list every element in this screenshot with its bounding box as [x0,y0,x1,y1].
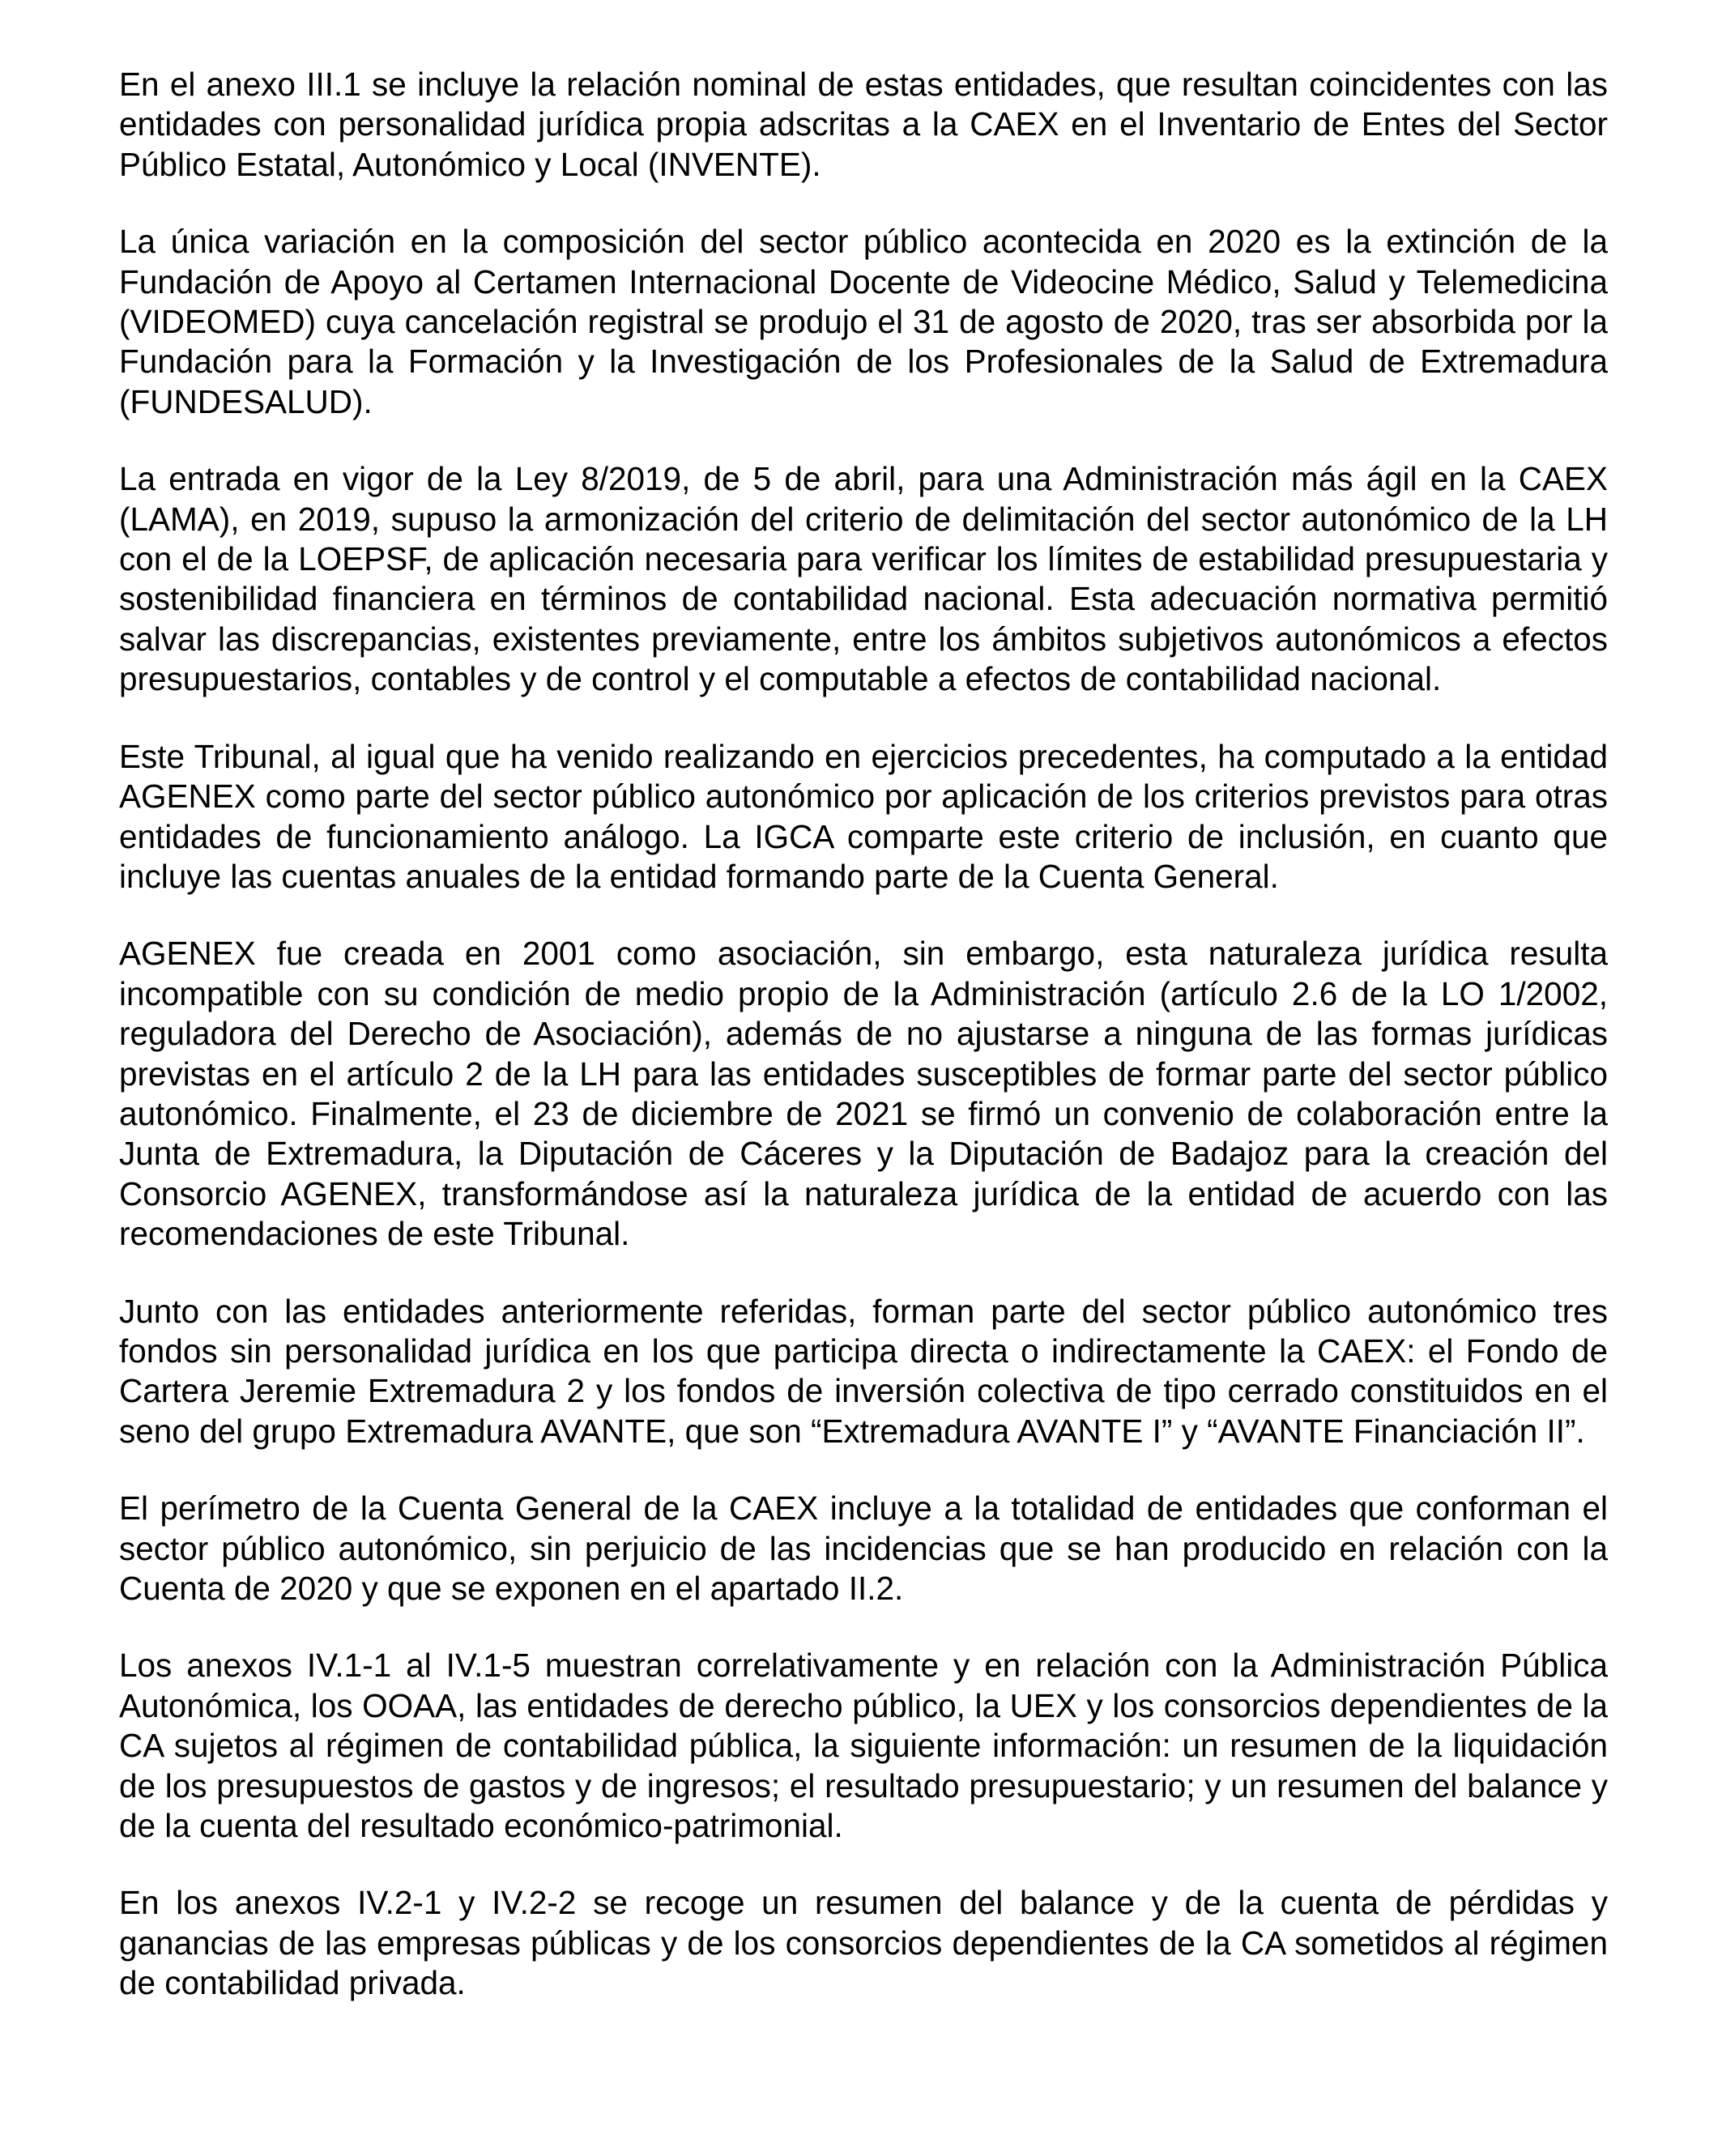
paragraph-variacion-sector-publico: La única variación en la composición del sector público acontecida en 2020 es la extinción de la Fundación de Apoyo al Certamen Internacional Docente de Videocine Médico, Salud y Telemedicina (VIDEOMED) cuya cancelación registral se produjo el 31 de agosto de 2020, tras ser absorbida por la Fundación para la Formación y la Investigación de los Profesionales de la Salud de Extremadura (FUNDESALUD). [119,223,1608,420]
document-page [119,65,1608,2041]
paragraph-anexo-iii-1: En el anexo III.1 se incluye la relación nominal de estas entidades, que resultan coincidentes con las entidades con personalidad jurídica propia adscritas a la CAEX en el Inventario de Entes del Sector Público Estatal, Autonómico y Local (INVENTE). [119,66,1608,183]
paragraph-perimetro-cuenta-general: El perímetro de la Cuenta General de la CAEX incluye a la totalidad de entidades que conforman el sector público autonómico, sin perjuicio de las incidencias que se han producido en relación con la Cuenta de 2020 y que se exponen en el apartado II.2. [119,1489,1608,1607]
paragraph-fondos-sin-personalidad: Junto con las entidades anteriormente referidas, forman parte del sector público autonómico tres fondos sin personalidad jurídica en los que participa directa o indirectamente la CAEX: el Fondo de Cartera Jeremie Extremadura 2 y los fondos de inversión colectiva de tipo cerrado constituidos en el seno del grupo Extremadura AVANTE, que son “Extremadura AVANTE I” y “AVANTE Financiación II”. [119,1292,1608,1450]
paragraph-anexos-iv-2: En los anexos IV.2-1 y IV.2-2 se recoge un resumen del balance y de la cuenta de pérdidas y ganancias de las empresas públicas y de los consorcios dependientes de la CA sometidos al régimen de contabilidad privada. [119,1884,1608,2002]
paragraph-agenex-computo: Este Tribunal, al igual que ha venido realizando en ejercicios precedentes, ha computado a la entidad AGENEX como parte del sector público autonómico por aplicación de los criterios previstos para otras entidades de funcionamiento análogo. La IGCA comparte este criterio de inclusión, en cuanto que incluye las cuentas anuales de la entidad formando parte de la Cuenta General. [119,737,1608,895]
paragraph-ley-8-2019: La entrada en vigor de la Ley 8/2019, de 5 de abril, para una Administración más ágil en la CAEX (LAMA), en 2019, supuso la armonización del criterio de delimitación del sector autonómico de la LH con el de la LOEPSF, de aplicación necesaria para verificar los límites de estabilidad presupuestaria y sostenibilidad financiera en términos de contabilidad nacional. Esta adecuación normativa permitió salvar las discrepancias, existentes previamente, entre los ámbitos subjetivos autonómicos a efectos presupuestarios, contables y de control y el computable a efectos de contabilidad nacional. [119,460,1608,698]
paragraph-agenex-naturaleza: AGENEX fue creada en 2001 como asociación, sin embargo, esta naturaleza jurídica resulta incompatible con su condición de medio propio de la Administración (artículo 2.6 de la LO 1/2002, reguladora del Derecho de Asociación), además de no ajustarse a ninguna de las formas jurídicas previstas en el artículo 2 de la LH para las entidades susceptibles de formar parte del sector público autonómico. Finalmente, el 23 de diciembre de 2021 se firmó un convenio de colaboración entre la Junta de Extremadura, la Diputación de Cáceres y la Diputación de Badajoz para la creación del Consorcio AGENEX, transformándose así la naturaleza jurídica de la entidad de acuerdo con las recomendaciones de este Tribunal. [119,935,1608,1253]
paragraph-anexos-iv-1: Los anexos IV.1-1 al IV.1-5 muestran correlativamente y en relación con la Administración Pública Autonómica, los OOAA, las entidades de derecho público, la UEX y los consorcios dependientes de la CA sujetos al régimen de contabilidad pública, la siguiente información: un resumen de la liquidación de los presupuestos de gastos y de ingresos; el resultado presupuestario; y un resumen del balance y de la cuenta del resultado económico-patrimonial. [119,1647,1608,1845]
